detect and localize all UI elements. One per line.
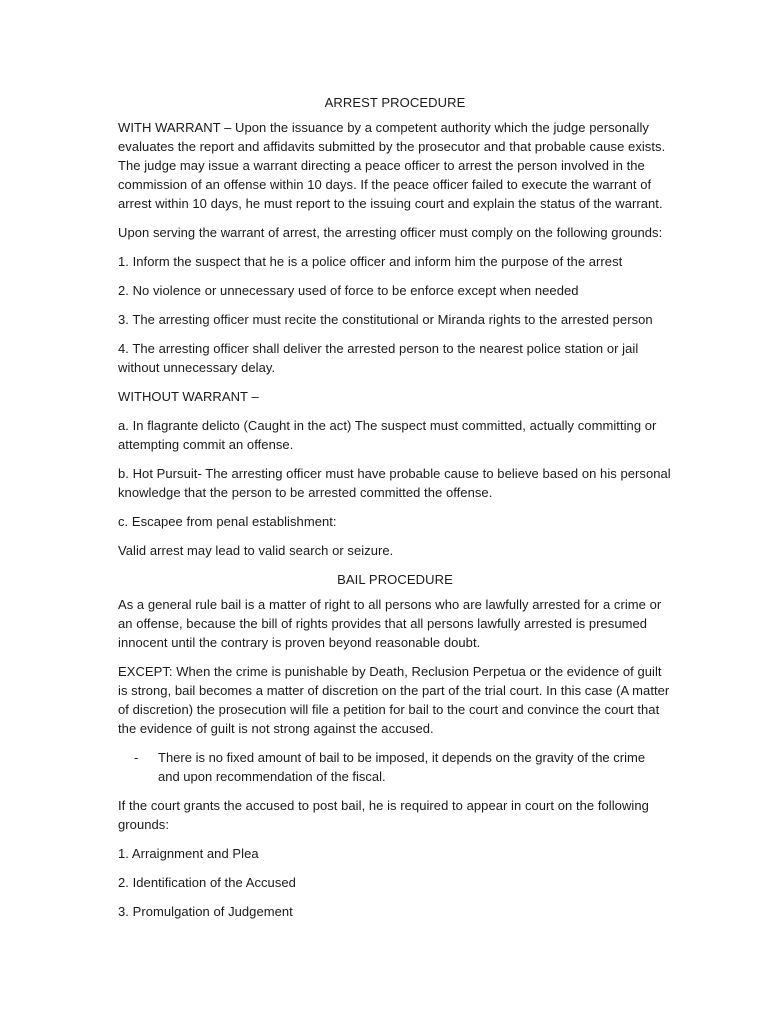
serving-warrant-intro: Upon serving the warrant of arrest, the arresting officer must comply on the following grounds: [118, 225, 663, 240]
post-bail-intro: If the court grants the accused to post bail, he is required to appear in court on the following grounds: [118, 798, 649, 832]
appearance-ground-2: 2. Identification of the Accused [118, 875, 296, 890]
without-warrant-item-c: c. Escapee from penal establishment: [118, 514, 337, 529]
without-warrant-item-a: a. In flagrante delicto (Caught in the act) The suspect must committed, actually committing or attempting commit an offense. [118, 418, 657, 452]
arrest-ground-4: 4. The arresting officer shall deliver the arrested person to the nearest police station or jail without unnecessary delay. [118, 341, 639, 375]
without-warrant-heading: WITHOUT WARRANT – [118, 389, 259, 404]
bail-amount-text: There is no fixed amount of bail to be imposed, it depends on the gravity of the crime and upon recommendation of the fiscal. [158, 750, 646, 784]
with-warrant-paragraph: WITH WARRANT – Upon the issuance by a competent authority which the judge personally evaluates the report and affidavits submitted by the prosecutor and that probable cause exists. The judge may issue a warrant directing a peace officer to arrest the person involved in the commission of an offense within 10 days. If the peace officer failed to execute the warrant of arrest within 10 days, he must report to the issuing court and explain the status of the warrant. [118, 120, 666, 211]
arrest-ground-1: 1. Inform the suspect that he is a police officer and inform him the purpose of the arrest [118, 254, 623, 269]
bail-amount-bullet [118, 748, 672, 786]
appearance-ground-1: 1. Arraignment and Plea [118, 846, 259, 861]
arrest-procedure-title: ARREST PROCEDURE [324, 95, 466, 110]
bail-general-rule-paragraph: As a general rule bail is a matter of right to all persons who are lawfully arrested for a crime or an offense, because the bill of rights provides that all persons lawfully arrested is presumed innocent until the contrary is proven beyond reasonable doubt. [118, 597, 662, 650]
bullet-dash: - [134, 750, 139, 765]
without-warrant-item-b: b. Hot Pursuit- The arresting officer must have probable cause to believe based on his personal knowledge that the person to be arrested committed the offense. [118, 466, 671, 500]
bail-except-paragraph: EXCEPT: When the crime is punishable by Death, Reclusion Perpetua or the evidence of guilt is strong, bail becomes a matter of discretion on the part of the trial court. In this case (A matter of discretion) the prosecution will file a petition for bail to the court and convince the court that the evidence of guilt is not strong against the accused. [118, 664, 670, 736]
appearance-ground-3: 3. Promulgation of Judgement [118, 904, 293, 919]
arrest-ground-3: 3. The arresting officer must recite the constitutional or Miranda rights to the arrested person [118, 312, 653, 327]
valid-arrest-note: Valid arrest may lead to valid search or seizure. [118, 543, 394, 558]
arrest-ground-2: 2. No violence or unnecessary used of force to be enforce except when needed [118, 283, 579, 298]
bail-procedure-title: BAIL PROCEDURE [337, 572, 453, 587]
